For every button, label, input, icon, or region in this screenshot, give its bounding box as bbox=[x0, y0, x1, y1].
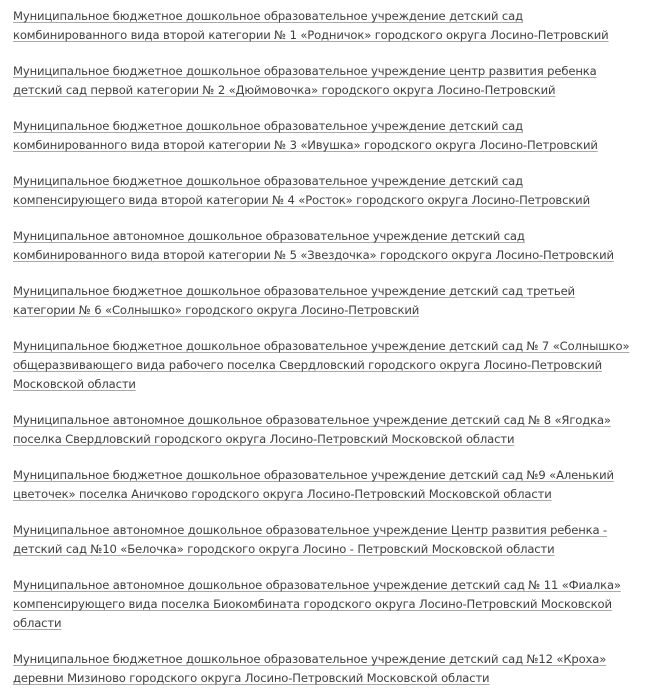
kindergarten-link[interactable]: Муниципальное бюджетное дошкольное образовательное учреждение детский сад комбинированного вида второй категории № 1 «Родничок» городского округа Лосино-Петровский bbox=[13, 9, 609, 42]
list-item bbox=[13, 337, 633, 394]
list-item bbox=[13, 411, 633, 449]
kindergarten-link[interactable]: Муниципальное автономное дошкольное образовательное учреждение детский сад комбинированного вида второй категории № 5 «Звездочка» городского округа Лосино-Петровский bbox=[13, 229, 614, 262]
kindergarten-link[interactable]: Муниципальное бюджетное дошкольное образовательное учреждение центр развития ребенка детский сад первой категории № 2 «Дюймовочка» городского округа Лосино-Петровский bbox=[13, 64, 597, 97]
kindergarten-link[interactable]: Муниципальное бюджетное дошкольное образовательное учреждение детский сад компенсирующего вида второй категории № 4 «Росток» городского округа Лосино-Петровский bbox=[13, 174, 590, 207]
kindergarten-link[interactable]: Муниципальное автономное дошкольное образовательное учреждение Центр развития ребенка - детский сад №10 «Белочка» городского округа Лосино - Петровский Московской области bbox=[13, 523, 608, 556]
list-item bbox=[13, 650, 633, 688]
list-item bbox=[13, 227, 633, 265]
kindergarten-link[interactable]: Муниципальное бюджетное дошкольное образовательное учреждение детский сад комбинированного вида второй категории № 3 «Ивушка» городского округа Лосино-Петровский bbox=[13, 119, 598, 152]
kindergarten-link[interactable]: Муниципальное бюджетное дошкольное образовательное учреждение детский сад № 7 «Солнышко» общеразвивающего вида рабочего поселка Свердловский городского округа Лосино-Петровский Московской области bbox=[13, 339, 630, 391]
list-item bbox=[13, 117, 633, 155]
list-item bbox=[13, 466, 633, 504]
list-item bbox=[13, 7, 633, 45]
list-item bbox=[13, 62, 633, 100]
kindergarten-link[interactable]: Муниципальное бюджетное дошкольное образовательное учреждение детский сад третьей категории № 6 «Солнышко» городского округа Лосино-Петровский bbox=[13, 284, 575, 317]
kindergarten-link[interactable]: Муниципальное автономное дошкольное образовательное учреждение детский сад № 8 «Ягодка» поселка Свердловский городского округа Лосино-Петровский Московской области bbox=[13, 413, 611, 446]
kindergarten-link[interactable]: Муниципальное автономное дошкольное образовательное учреждение детский сад № 11 «Фиалка» компенсирующего вида поселка Биокомбината городского округа Лосино-Петровский Московской области bbox=[13, 578, 621, 630]
list-item bbox=[13, 282, 633, 320]
list-item bbox=[13, 521, 633, 559]
list-item bbox=[13, 576, 633, 633]
kindergarten-link[interactable]: Муниципальное бюджетное дошкольное образовательное учреждение детский сад №9 «Аленький цветочек» поселка Аничково городского округа Лосино-Петровский Московской области bbox=[13, 468, 614, 501]
list-item bbox=[13, 172, 633, 210]
kindergarten-link[interactable]: Муниципальное бюджетное дошкольное образовательное учреждение детский сад №12 «Кроха» деревни Мизиново городского округа Лосино-Петровский Московской области bbox=[13, 652, 607, 685]
